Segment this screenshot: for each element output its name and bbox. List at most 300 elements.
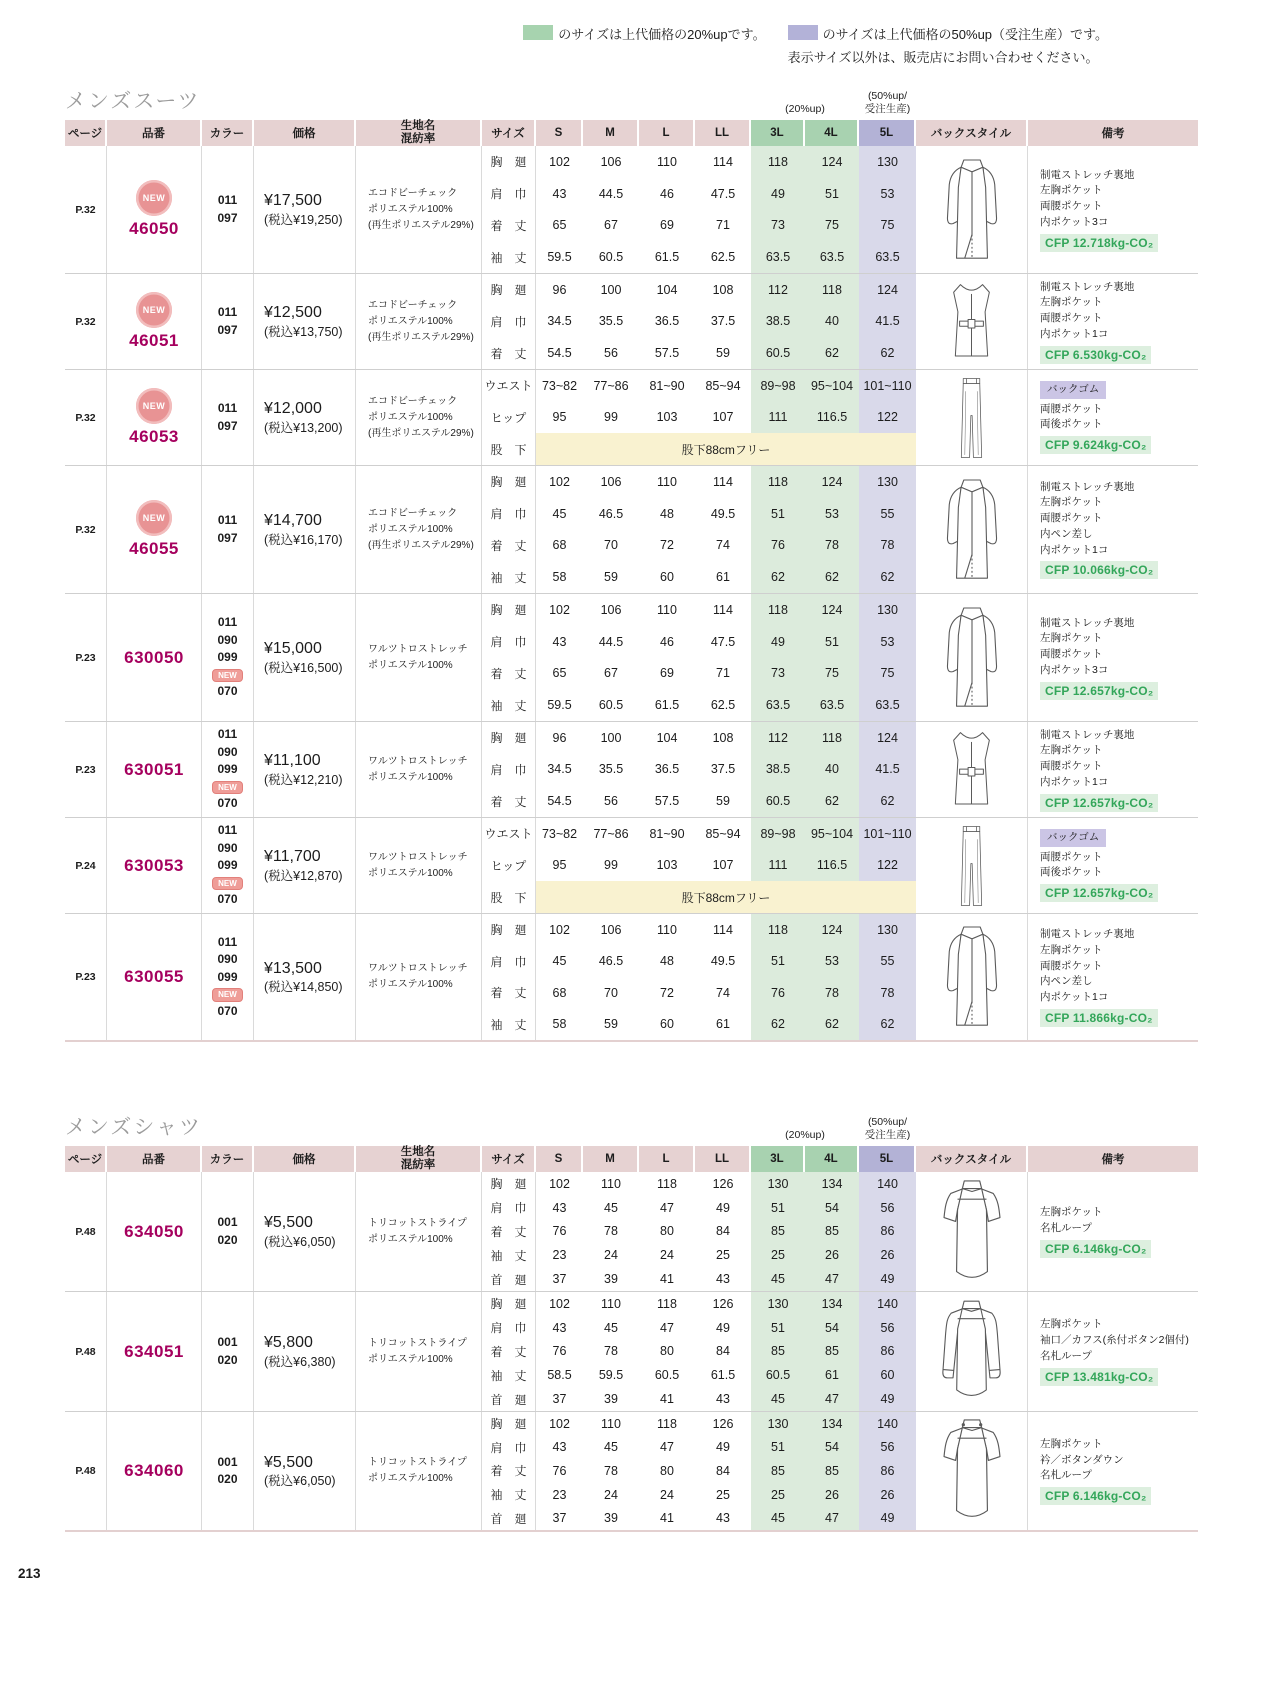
size-value: 75 (805, 658, 859, 690)
color-code: 099 (217, 762, 238, 777)
price-with-tax: (税込¥6,050) (264, 1234, 336, 1249)
size-value: 122 (859, 850, 916, 882)
measure-label: 着 丈 (482, 1220, 536, 1244)
size-value: 65 (552, 666, 567, 681)
measure-label: 胸 廻 (482, 1172, 536, 1196)
size-value: 60.5 (751, 337, 805, 369)
color-codes (202, 1172, 254, 1291)
measure-label: 肩 巾 (482, 626, 536, 658)
size-value: 45 (552, 506, 567, 521)
measure-label: ヒップ (482, 402, 536, 434)
price: ¥13,500 (264, 959, 322, 977)
size-value: 114 (713, 602, 733, 617)
remarks-cell (1028, 914, 1198, 1040)
fabric-line: ポリエステル100% (368, 1473, 453, 1484)
measure-label: ウエスト (482, 370, 536, 402)
size-value: 43 (552, 1200, 567, 1215)
new-color-code: 070 (217, 684, 238, 699)
col-header-size-S: S (536, 1146, 583, 1172)
size-value: 53 (859, 178, 916, 210)
remark-line: 両腰ポケット (1040, 402, 1103, 415)
size-value: 85 (751, 1340, 805, 1364)
size-value: 84 (716, 1463, 730, 1478)
fabric-header-line2: 混紡率 (400, 133, 436, 145)
cfp-value: CFP 12.718kg-CO₂ (1040, 234, 1158, 252)
col-header-size-LL: LL (695, 120, 751, 146)
size-value: 41.5 (859, 306, 916, 338)
price: ¥15,000 (264, 640, 322, 658)
col-header-item: 品番 (107, 120, 202, 146)
color-code: 011 (217, 513, 238, 528)
size-value: 59 (604, 570, 618, 585)
size-value: 41.5 (859, 754, 916, 786)
color-code: 011 (217, 823, 238, 838)
size-value: 37.5 (710, 314, 736, 329)
color-code: 090 (217, 632, 238, 647)
remark-line: 両腰ポケット (1040, 648, 1103, 660)
fabric-line: エコドビーチェック (368, 507, 458, 519)
size-value: 47.5 (710, 634, 736, 649)
col-header-size-L: L (639, 1146, 695, 1172)
size-value: 49.5 (710, 954, 736, 969)
size-value: 96 (552, 282, 567, 297)
size-value: 118 (657, 1416, 677, 1431)
size-value: 26 (859, 1483, 916, 1507)
cfp-value: CFP 11.866kg-CO₂ (1040, 1009, 1158, 1027)
size-value: 78 (604, 1344, 618, 1359)
remarks-cell (1028, 818, 1198, 913)
size-value: 26 (805, 1483, 859, 1507)
back-style-cell (916, 594, 1028, 721)
size-value: 62 (751, 561, 805, 593)
size-value: 63.5 (859, 241, 916, 273)
item-number: 630055 (124, 967, 184, 986)
size-value: 72 (660, 985, 674, 1000)
size-value: 51 (751, 1196, 805, 1220)
col-header-remarks: 備考 (1028, 120, 1198, 146)
size-value: 95 (552, 410, 567, 425)
item-cell (107, 1172, 202, 1291)
page-ref: P.48 (65, 1172, 107, 1291)
size-value: 107 (712, 858, 734, 873)
measure-label: 袖 丈 (482, 689, 536, 721)
fabric-line: ポリエステル100% (368, 659, 453, 671)
remark-line: 左胸ポケット (1040, 296, 1103, 309)
col-header-price: 価格 (254, 120, 356, 146)
measure-label: 袖 丈 (482, 1009, 536, 1041)
size-value: 80 (660, 1344, 674, 1359)
item-cell (107, 1412, 202, 1530)
remarks-cell (1028, 594, 1198, 721)
measure-label: 肩 巾 (482, 754, 536, 786)
size-value: 56 (859, 1316, 916, 1340)
new-color-code: 070 (217, 892, 238, 907)
remark-line: 名札ループ (1040, 1222, 1092, 1234)
new-badge: NEW (136, 180, 172, 216)
fabric-line: ポリエステル100% (368, 1353, 453, 1365)
measure-label: 着 丈 (482, 1340, 536, 1364)
size-value: 124 (805, 914, 859, 946)
size-value: 106 (600, 154, 622, 169)
size-value: 46.5 (598, 506, 624, 521)
pct20-note: (20%up) (785, 1129, 825, 1142)
color-codes (202, 722, 254, 817)
size-value: 49.5 (710, 506, 736, 521)
size-value: 60.5 (751, 1363, 805, 1387)
fabric-cell (356, 914, 482, 1040)
fabric-line: ポリエステル100% (368, 979, 453, 990)
size-value: 96 (552, 730, 567, 745)
back-style-cell (916, 274, 1028, 369)
size-value: 43 (552, 186, 567, 201)
size-value: 75 (805, 210, 859, 242)
size-value: 43 (552, 634, 567, 649)
fabric-cell (356, 1412, 482, 1530)
size-value: 80 (660, 1224, 674, 1239)
color-code: 001 (217, 1454, 238, 1469)
remark-line: 衿／ボタンダウン (1040, 1453, 1124, 1466)
size-value: 69 (660, 218, 674, 233)
remark-line: 内ポケット3コ (1040, 215, 1109, 228)
cfp-value: CFP 9.624kg-CO₂ (1040, 436, 1151, 454)
price-with-tax: (税込¥16,500) (264, 660, 343, 675)
size-value: 62 (751, 1009, 805, 1041)
page-number: 213 (18, 1566, 41, 1581)
size-value: 71 (716, 666, 730, 681)
col-header-size-4L: 4L (805, 120, 859, 146)
cfp-value: CFP 6.146kg-CO₂ (1040, 1487, 1151, 1505)
fabric-line: トリコットストライプ (368, 1457, 467, 1468)
price-with-tax: (税込¥6,050) (264, 1474, 336, 1489)
col-header-size-5L: 5L (859, 1146, 916, 1172)
size-value: 111 (751, 850, 805, 882)
page-ref: P.32 (65, 274, 107, 369)
size-value: 59 (716, 346, 730, 361)
page-ref: P.48 (65, 1412, 107, 1530)
size-value: 45 (751, 1267, 805, 1291)
back-style-cell (916, 1292, 1028, 1411)
remark-line: 両後ポケット (1040, 418, 1103, 431)
measure-label: 肩 巾 (482, 306, 536, 338)
measure-label: 肩 巾 (482, 1196, 536, 1220)
measure-label: 股 下 (482, 881, 536, 913)
size-value: 24 (604, 1248, 618, 1263)
color-code: 011 (217, 193, 238, 208)
remark-line: 内ポケット1コ (1040, 775, 1109, 788)
color-code: 020 (217, 1232, 238, 1247)
size-value: 86 (859, 1340, 916, 1364)
remark-line: 両腰ポケット (1040, 850, 1103, 863)
back-style-cell (916, 1412, 1028, 1530)
new-color-code: 070 (217, 1003, 238, 1018)
remark-line: 内ポケット1コ (1040, 543, 1109, 556)
size-value: 63.5 (859, 689, 916, 721)
size-value: 24 (604, 1487, 618, 1502)
product-row (65, 1412, 1198, 1532)
fabric-line: (再生ポリエステル29%) (368, 331, 474, 343)
cfp-value: CFP 12.657kg-CO₂ (1040, 884, 1158, 902)
size-value: 95 (552, 858, 567, 873)
size-value: 81~90 (649, 378, 685, 393)
remark-line: 左胸ポケット (1040, 632, 1103, 645)
size-value: 25 (716, 1248, 730, 1263)
price-cell (254, 722, 356, 817)
size-value: 39 (604, 1392, 618, 1407)
color-code: 011 (217, 615, 238, 630)
size-value: 46 (660, 186, 674, 201)
size-value: 78 (805, 977, 859, 1009)
col-header-size-M: M (583, 120, 639, 146)
size-value: 55 (859, 498, 916, 530)
color-codes (202, 914, 254, 1040)
fabric-cell (356, 722, 482, 817)
remark-line: 名札ループ (1040, 1469, 1092, 1482)
size-value: 126 (712, 1176, 734, 1191)
size-value: 59 (604, 1017, 618, 1032)
size-value: 102 (549, 1176, 570, 1191)
back-style-cell (916, 914, 1028, 1040)
measure-label: 着 丈 (482, 530, 536, 562)
jacket-back-illustration (942, 476, 1002, 584)
size-value: 78 (859, 530, 916, 562)
size-value: 86 (859, 1459, 916, 1483)
product-row (65, 370, 1198, 466)
page-ref: P.32 (65, 146, 107, 273)
jacket-back-illustration (942, 923, 1002, 1031)
size-value: 130 (751, 1292, 805, 1316)
size-value: 58.5 (547, 1368, 572, 1383)
color-codes (202, 146, 254, 273)
new-badge: NEW (136, 388, 172, 424)
col-header-size-LL: LL (695, 1146, 751, 1172)
size-value: 37 (552, 1511, 567, 1526)
remark-line: 左胸ポケット (1040, 184, 1103, 197)
size-value: 53 (859, 626, 916, 658)
fabric-line: ワルツトロストレッチ (368, 643, 468, 655)
size-value: 60.5 (598, 698, 624, 713)
price: ¥14,700 (264, 512, 322, 530)
size-value: 103 (656, 410, 678, 425)
size-value: 102 (549, 474, 570, 489)
fabric-line: (再生ポリエステル29%) (368, 219, 474, 231)
purple-size-swatch (788, 25, 818, 40)
product-row (65, 818, 1198, 914)
price-with-tax: (税込¥12,210) (264, 772, 343, 787)
color-code: 099 (217, 858, 238, 873)
color-codes (202, 274, 254, 369)
size-value: 45 (604, 1320, 618, 1335)
size-value: 85 (805, 1340, 859, 1364)
size-value: 62 (805, 337, 859, 369)
fabric-line: ポリエステル100% (368, 523, 453, 535)
fabric-line: (再生ポリエステル29%) (368, 427, 474, 439)
pct50-note-line2: 受注生産) (864, 1129, 911, 1142)
measure-label: 袖 丈 (482, 1243, 536, 1267)
measure-label: ウエスト (482, 818, 536, 850)
back-style-cell (916, 1172, 1028, 1291)
back-style-cell (916, 818, 1028, 913)
page-ref: P.32 (65, 370, 107, 465)
size-value: 23 (552, 1248, 567, 1263)
size-value: 118 (805, 722, 859, 754)
size-value: 61.5 (654, 250, 680, 265)
remark-line: 左胸ポケット (1040, 1206, 1103, 1219)
size-value: 49 (751, 178, 805, 210)
color-code: 099 (217, 969, 238, 984)
remarks-cell (1028, 1412, 1198, 1530)
size-value: 56 (859, 1196, 916, 1220)
remark-line: 両腰ポケット (1040, 760, 1103, 772)
remarks-cell (1028, 466, 1198, 593)
size-value: 51 (751, 1436, 805, 1460)
size-value: 76 (552, 1344, 567, 1359)
size-value: 63.5 (751, 241, 805, 273)
item-cell (107, 466, 202, 593)
size-value: 85~94 (705, 378, 741, 393)
size-value: 59.5 (547, 698, 572, 713)
size-value: 49 (716, 1200, 730, 1215)
size-value: 51 (751, 498, 805, 530)
legend-50pct-note: 表示サイズ以外は、販売店にお問い合わせください。 (787, 50, 1099, 65)
color-codes (202, 466, 254, 593)
measure-label: 胸 廻 (482, 594, 536, 626)
legend-20pct-label: のサイズは上代価格の20%upです。 (558, 27, 766, 42)
measure-label: 袖 丈 (482, 241, 536, 273)
size-value: 118 (751, 594, 805, 626)
color-code: 020 (217, 1472, 238, 1486)
measurements-grid (482, 914, 916, 1040)
remark-line: 両腰ポケット (1040, 512, 1103, 525)
size-value: 62 (859, 561, 916, 593)
size-value: 43 (716, 1272, 730, 1287)
size-value: 44.5 (598, 186, 624, 201)
size-value: 70 (604, 538, 618, 553)
size-value: 53 (805, 946, 859, 978)
fabric-line: ポリエステル100% (368, 315, 453, 327)
size-value: 99 (604, 410, 618, 425)
size-value: 38.5 (751, 306, 805, 338)
size-value: 89~98 (751, 370, 805, 402)
remarks-cell (1028, 1172, 1198, 1291)
size-value: 47 (805, 1267, 859, 1291)
measurements-grid (482, 722, 916, 817)
measure-label: 袖 丈 (482, 1363, 536, 1387)
price: ¥11,700 (264, 848, 321, 866)
measure-label: 着 丈 (482, 658, 536, 690)
size-value: 118 (751, 466, 805, 498)
table-header-row (65, 120, 1198, 146)
color-codes (202, 594, 254, 721)
measure-label: 肩 巾 (482, 178, 536, 210)
price: ¥5,500 (264, 1453, 313, 1471)
size-value: 85 (805, 1459, 859, 1483)
price-with-tax: (税込¥13,200) (264, 420, 343, 435)
measure-label: 肩 巾 (482, 1436, 536, 1460)
page-ref: P.48 (65, 1292, 107, 1411)
vest-back-illustration (946, 281, 997, 363)
size-value: 107 (712, 410, 734, 425)
size-value: 23 (552, 1487, 567, 1502)
cfp-value: CFP 10.066kg-CO₂ (1040, 561, 1158, 579)
size-value: 56 (859, 1436, 916, 1460)
size-value: 25 (716, 1487, 730, 1502)
new-color-code: 070 (217, 796, 238, 811)
size-value: 76 (751, 530, 805, 562)
price-cell (254, 914, 356, 1040)
size-value: 73 (751, 658, 805, 690)
size-value: 51 (751, 946, 805, 978)
size-value: 76 (552, 1224, 567, 1239)
size-value: 48 (660, 506, 674, 521)
color-codes (202, 1292, 254, 1411)
fabric-line: ポリエステル100% (368, 411, 453, 423)
new-color-badge: NEW (212, 781, 243, 795)
color-code: 001 (217, 1215, 238, 1230)
fabric-cell (356, 370, 482, 465)
size-value: 36.5 (654, 314, 680, 329)
size-value: 108 (712, 282, 734, 297)
col-header-backstyle: バックスタイル (916, 1146, 1028, 1172)
back-style-cell (916, 146, 1028, 273)
pricing-legend (65, 0, 1198, 66)
fabric-line: トリコットストライプ (368, 1337, 467, 1349)
size-value: 77~86 (593, 826, 629, 841)
measure-label: 着 丈 (482, 785, 536, 817)
size-value: 102 (549, 602, 570, 617)
size-value: 26 (859, 1243, 916, 1267)
fabric-line: ポリエステル100% (368, 1233, 453, 1245)
col-header-color: カラー (202, 120, 254, 146)
price-with-tax: (税込¥16,170) (264, 532, 343, 547)
size-value: 100 (600, 282, 622, 297)
size-value: 34.5 (547, 314, 572, 329)
fabric-line: トリコットストライプ (368, 1217, 467, 1229)
item-number: 634051 (124, 1341, 184, 1361)
size-value: 73 (751, 210, 805, 242)
size-value: 47.5 (710, 186, 736, 201)
size-value: 62.5 (710, 250, 736, 265)
measurements-grid (482, 370, 916, 465)
size-value: 85 (805, 1220, 859, 1244)
size-value: 75 (859, 210, 916, 242)
size-value: 81~90 (649, 826, 685, 841)
col-header-size-S: S (536, 120, 583, 146)
size-value: 78 (859, 977, 916, 1009)
price-cell (254, 146, 356, 273)
page-ref: P.32 (65, 466, 107, 593)
size-value: 49 (716, 1440, 730, 1455)
size-value: 51 (805, 626, 859, 658)
size-value: 124 (805, 594, 859, 626)
back-style-cell (916, 370, 1028, 465)
fabric-cell (356, 466, 482, 593)
shirt-button-down-back-illustration (940, 1417, 1004, 1525)
size-value: 106 (600, 602, 622, 617)
fabric-cell (356, 274, 482, 369)
page-ref: P.23 (65, 722, 107, 817)
size-value: 118 (657, 1176, 677, 1191)
size-value: 25 (751, 1243, 805, 1267)
catalog-page (65, 0, 1198, 1532)
color-code: 097 (217, 530, 238, 545)
size-value: 54 (805, 1196, 859, 1220)
size-value: 110 (657, 922, 677, 937)
size-value: 40 (805, 754, 859, 786)
size-value: 68 (552, 985, 567, 1000)
size-value: 41 (660, 1511, 674, 1526)
remarks-cell (1028, 146, 1198, 273)
size-value: 124 (859, 722, 916, 754)
